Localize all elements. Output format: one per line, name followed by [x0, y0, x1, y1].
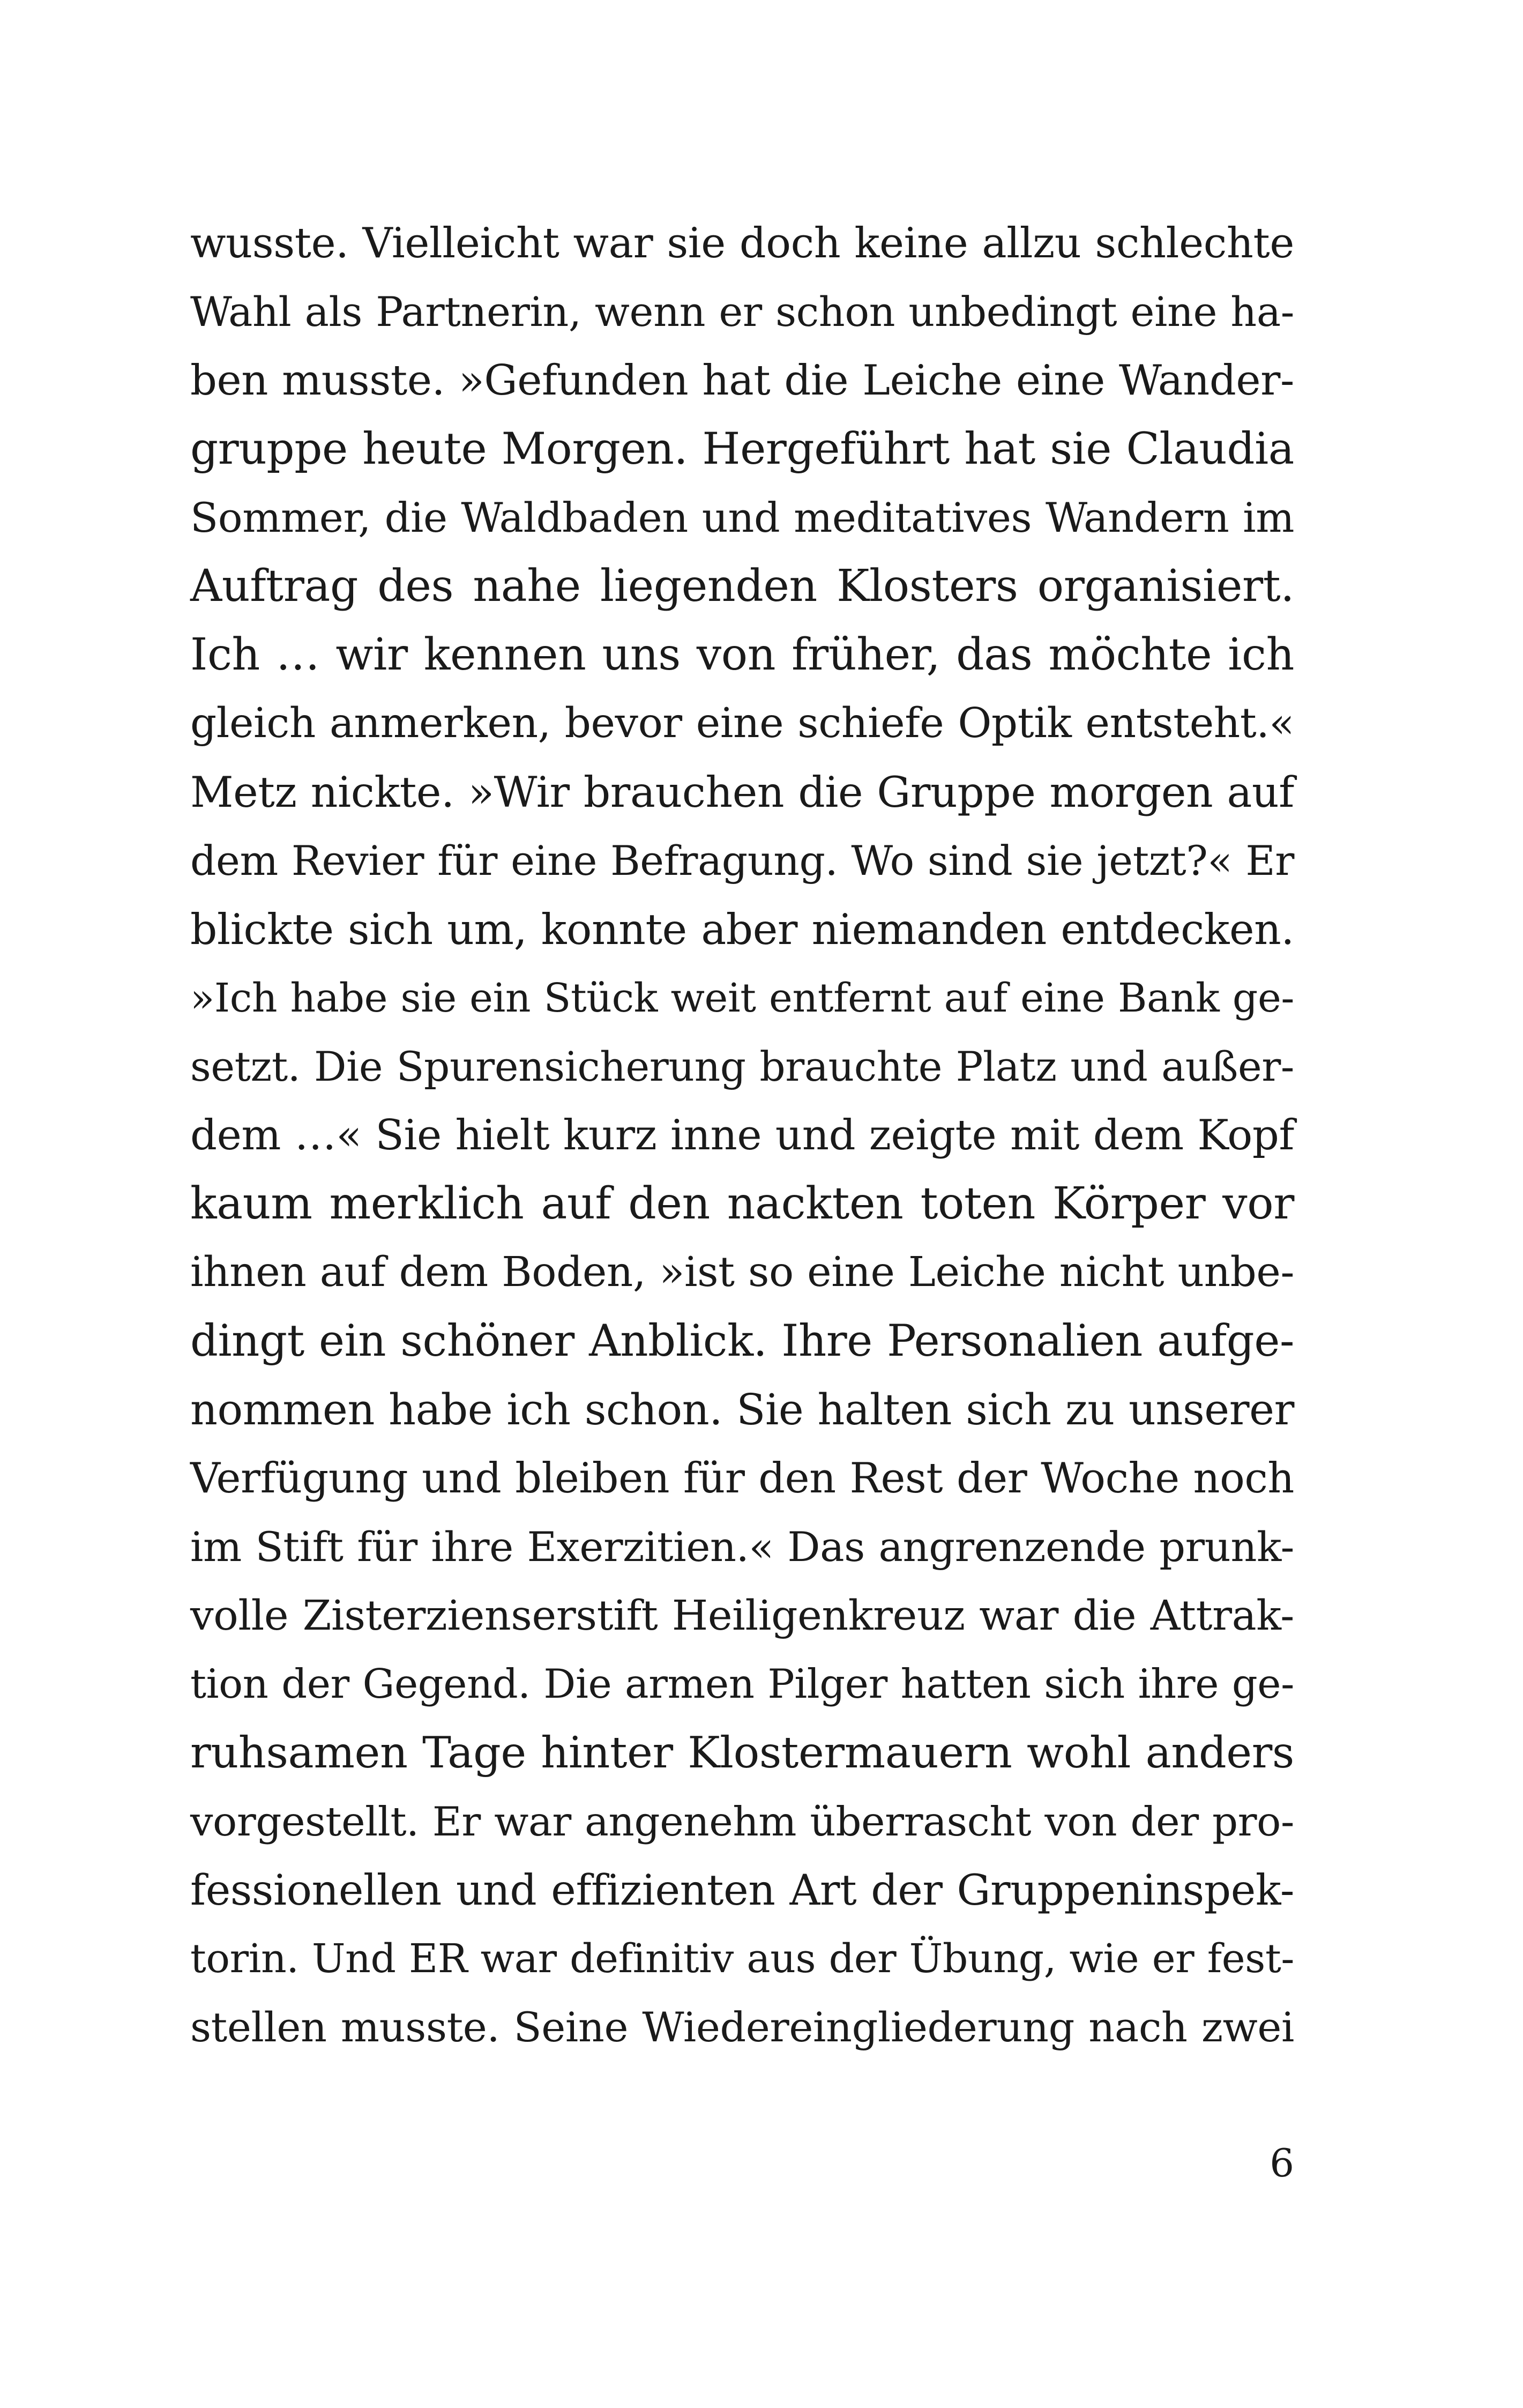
text-line: Verfügung und bleiben für den Rest der Woche noch — [190, 1454, 1294, 1503]
text-line: nommen habe ich schon. Sie halten sich zu unserer — [190, 1385, 1294, 1435]
text-line: setzt. Die Spurensicherung brauchte Platz und außer- — [190, 1043, 1294, 1090]
text-line: ihnen auf dem Boden, »ist so eine Leiche nicht unbe- — [190, 1248, 1294, 1296]
text-line: stellen musste. Seine Wiedereingliederung nach zwei — [190, 2003, 1294, 2051]
text-line: ruhsamen Tage hinter Klostermauern wohl anders — [190, 1728, 1294, 1778]
text-line: volle Zisterzienserstift Heiligenkreuz war die Attrak- — [190, 1592, 1294, 1640]
text-line: torin. Und ER war definitiv aus der Übung, wie er fest- — [190, 1936, 1294, 1982]
text-line: Sommer, die Waldbaden und meditatives Wandern im — [190, 494, 1294, 541]
text-line: gruppe heute Morgen. Hergeführt hat sie Claudia — [190, 423, 1294, 474]
text-line: im Stift für ihre Exerzitien.« Das angrenzende prunk- — [190, 1523, 1294, 1571]
text-line: kaum merklich auf den nackten toten Körper vor — [190, 1178, 1294, 1229]
text-line: »Ich habe sie ein Stück weit entfernt auf eine Bank ge- — [190, 975, 1294, 1021]
text-line: tion der Gegend. Die armen Pilger hatten sich ihre ge- — [190, 1661, 1294, 1707]
text-line: Metz nickte. »Wir brauchen die Gruppe morgen auf — [190, 768, 1294, 817]
text-line: dem Revier für eine Befragung. Wo sind sie jetzt?« Er — [190, 837, 1294, 885]
text-line: gleich anmerken, bevor eine schiefe Optik entsteht.« — [190, 700, 1294, 747]
text-line: Wahl als Partnerin, wenn er schon unbedingt eine ha- — [190, 288, 1294, 336]
text-line: dem …« Sie hielt kurz inne und zeigte mit dem Kopf — [190, 1111, 1294, 1160]
page-number: 6 — [1270, 2141, 1294, 2186]
text-line: wusste. Vielleicht war sie doch keine allzu schlechte — [190, 219, 1294, 267]
text-line: dingt ein schöner Anblick. Ihre Personalien aufge- — [190, 1316, 1294, 1366]
body-text — [190, 209, 1294, 2062]
text-line: Ich … wir kennen uns von früher, das möchte ich — [190, 629, 1294, 680]
text-line: fessionellen und effizienten Art der Gruppeninspek- — [190, 1866, 1294, 1915]
text-line: ben musste. »Gefunden hat die Leiche eine Wander- — [190, 356, 1294, 405]
text-line: blickte sich um, konnte aber niemanden entdecken. — [190, 905, 1294, 954]
text-line: vorgestellt. Er war angenehm überrascht von der pro- — [190, 1798, 1294, 1845]
text-line: Auftrag des nahe liegenden Klosters organisiert. — [190, 561, 1294, 612]
